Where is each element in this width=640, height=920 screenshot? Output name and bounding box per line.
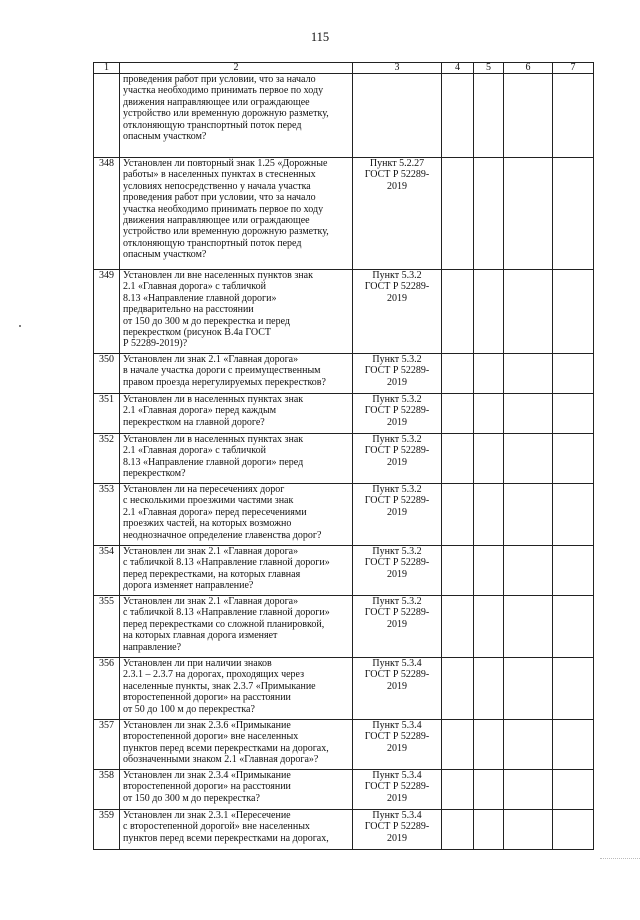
standard-reference: Пункт 5.3.4 ГОСТ Р 52289- 2019: [353, 720, 442, 770]
requirement-text: Установлен ли знак 2.3.4 «Примыкание второстепенной дороги» на расстоянии от 150 до 300 м до перекрестка?: [120, 770, 353, 810]
standard-reference: Пункт 5.3.4 ГОСТ Р 52289- 2019: [353, 810, 442, 850]
empty-cell-col-5: [474, 74, 504, 158]
empty-cell-col-7: [553, 484, 594, 546]
empty-cell-col-5: [474, 484, 504, 546]
table-header-row: [94, 63, 594, 74]
standard-reference: Пункт 5.2.27 ГОСТ Р 52289- 2019: [353, 158, 442, 270]
empty-cell-col-7: [553, 770, 594, 810]
row-number: 355: [94, 596, 120, 658]
requirement-text: Установлен ли знак 2.1 «Главная дорога» с табличкой 8.13 «Направление главной дороги» перед перекрестками со сложной планировкой, на которых главная дорога изменяет направление?: [120, 596, 353, 658]
empty-cell-col-5: [474, 394, 504, 434]
table-row: [94, 74, 594, 158]
row-number: 356: [94, 658, 120, 720]
empty-cell-col-5: [474, 810, 504, 850]
empty-cell-col-7: [553, 158, 594, 270]
empty-cell-col-7: [553, 720, 594, 770]
standard-reference: Пункт 5.3.2 ГОСТ Р 52289- 2019: [353, 354, 442, 394]
header-col-6: 6: [504, 63, 553, 74]
empty-cell-col-6: [504, 546, 553, 596]
empty-cell-col-7: [553, 74, 594, 158]
empty-cell-col-6: [504, 434, 553, 484]
row-number: 352: [94, 434, 120, 484]
empty-cell-col-6: [504, 810, 553, 850]
empty-cell-col-6: [504, 74, 553, 158]
row-number: 357: [94, 720, 120, 770]
table-row: [94, 434, 594, 484]
table-row: [94, 484, 594, 546]
row-number: 353: [94, 484, 120, 546]
table-row: [94, 596, 594, 658]
table-row: [94, 658, 594, 720]
empty-cell-col-5: [474, 546, 504, 596]
empty-cell-col-5: [474, 354, 504, 394]
table-row: [94, 770, 594, 810]
empty-cell-col-4: [442, 484, 474, 546]
table-row: [94, 270, 594, 354]
empty-cell-col-4: [442, 270, 474, 354]
header-col-1: 1: [94, 63, 120, 74]
empty-cell-col-4: [442, 74, 474, 158]
empty-cell-col-4: [442, 810, 474, 850]
empty-cell-col-6: [504, 596, 553, 658]
header-col-5: 5: [474, 63, 504, 74]
checklist-table: [93, 62, 594, 850]
scan-speck: [19, 325, 21, 327]
empty-cell-col-6: [504, 270, 553, 354]
requirement-text: Установлен ли знак 2.3.1 «Пересечение с второстепенной дорогой» вне населенных пунктов перед всеми перекрестками на дорогах,: [120, 810, 353, 850]
row-number: 354: [94, 546, 120, 596]
requirement-text: Установлен ли вне населенных пунктов знак 2.1 «Главная дорога» с табличкой 8.13 «Направление главной дороги» предварительно на расстоянии от 150 до 300 м до перекрестка и перед перекрестком (рисунок В.4а ГОСТ Р 52289-2019)?: [120, 270, 353, 354]
empty-cell-col-4: [442, 596, 474, 658]
empty-cell-col-4: [442, 658, 474, 720]
row-number: [94, 74, 120, 158]
standard-reference: Пункт 5.3.4 ГОСТ Р 52289- 2019: [353, 658, 442, 720]
row-number: 350: [94, 354, 120, 394]
empty-cell-col-7: [553, 658, 594, 720]
requirement-text: Установлен ли знак 2.1 «Главная дорога» с табличкой 8.13 «Направление главной дороги» перед перекрестками, на которых главная дорога изменяет направление?: [120, 546, 353, 596]
empty-cell-col-5: [474, 434, 504, 484]
empty-cell-col-4: [442, 434, 474, 484]
empty-cell-col-5: [474, 658, 504, 720]
empty-cell-col-7: [553, 434, 594, 484]
scan-mark: [600, 858, 640, 859]
table-row: [94, 810, 594, 850]
header-col-4: 4: [442, 63, 474, 74]
empty-cell-col-7: [553, 354, 594, 394]
empty-cell-col-6: [504, 770, 553, 810]
empty-cell-col-6: [504, 658, 553, 720]
row-number: 348: [94, 158, 120, 270]
requirement-text: Установлен ли в населенных пунктах знак 2.1 «Главная дорога» перед каждым перекрестком на главной дороге?: [120, 394, 353, 434]
requirement-text: Установлен ли повторный знак 1.25 «Дорожные работы» в населенных пунктах в стесненных условиях непосредственно у начала участка проведения работ при условии, что за начало участка необходимо принимать первое по ходу движения направляющее или ограждающее устройство или временную дорожную разметку, отклоняющую транспортный поток перед опасным участком?: [120, 158, 353, 270]
table-row: [94, 546, 594, 596]
standard-reference: [353, 74, 442, 158]
empty-cell-col-7: [553, 546, 594, 596]
table-row: [94, 158, 594, 270]
empty-cell-col-5: [474, 596, 504, 658]
standard-reference: Пункт 5.3.2 ГОСТ Р 52289- 2019: [353, 596, 442, 658]
table-row: [94, 354, 594, 394]
empty-cell-col-6: [504, 720, 553, 770]
empty-cell-col-6: [504, 394, 553, 434]
table-row: [94, 720, 594, 770]
row-number: 358: [94, 770, 120, 810]
header-col-3: 3: [353, 63, 442, 74]
empty-cell-col-7: [553, 394, 594, 434]
header-col-2: 2: [120, 63, 353, 74]
empty-cell-col-7: [553, 270, 594, 354]
empty-cell-col-4: [442, 394, 474, 434]
empty-cell-col-5: [474, 720, 504, 770]
standard-reference: Пункт 5.3.2 ГОСТ Р 52289- 2019: [353, 434, 442, 484]
empty-cell-col-6: [504, 158, 553, 270]
standard-reference: Пункт 5.3.2 ГОСТ Р 52289- 2019: [353, 270, 442, 354]
empty-cell-col-7: [553, 596, 594, 658]
row-number: 349: [94, 270, 120, 354]
requirement-text: проведения работ при условии, что за начало участка необходимо принимать первое по ходу движения направляющее или ограждающее устройство или временную дорожную разметку, отклоняющую транспортный поток перед опасным участком?: [120, 74, 353, 158]
requirement-text: Установлен ли знак 2.3.6 «Примыкание второстепенной дороги» вне населенных пунктов перед всеми перекрестками на дорогах, обозначенными знаком 2.1 «Главная дорога»?: [120, 720, 353, 770]
empty-cell-col-4: [442, 354, 474, 394]
empty-cell-col-4: [442, 546, 474, 596]
empty-cell-col-7: [553, 810, 594, 850]
header-col-7: 7: [553, 63, 594, 74]
row-number: 359: [94, 810, 120, 850]
empty-cell-col-6: [504, 354, 553, 394]
requirement-text: Установлен ли на пересечениях дорог с несколькими проезжими частями знак 2.1 «Главная дорога» перед пересечениями проезжих частей, на которых возможно неоднозначное определение главенства дорог?: [120, 484, 353, 546]
table-row: [94, 394, 594, 434]
empty-cell-col-4: [442, 770, 474, 810]
empty-cell-col-4: [442, 720, 474, 770]
row-number: 351: [94, 394, 120, 434]
requirement-text: Установлен ли знак 2.1 «Главная дорога» в начале участка дороги с преимущественным правом проезда нерегулируемых перекрестков?: [120, 354, 353, 394]
standard-reference: Пункт 5.3.2 ГОСТ Р 52289- 2019: [353, 484, 442, 546]
empty-cell-col-5: [474, 770, 504, 810]
empty-cell-col-6: [504, 484, 553, 546]
standard-reference: Пункт 5.3.2 ГОСТ Р 52289- 2019: [353, 394, 442, 434]
standard-reference: Пункт 5.3.4 ГОСТ Р 52289- 2019: [353, 770, 442, 810]
empty-cell-col-5: [474, 158, 504, 270]
requirement-text: Установлен ли при наличии знаков 2.3.1 – 2.3.7 на дорогах, проходящих через населенные пункты, знак 2.3.7 «Примыкание второстепенной дороги» на расстоянии от 50 до 100 м до перекрестка?: [120, 658, 353, 720]
requirement-text: Установлен ли в населенных пунктах знак 2.1 «Главная дорога» с табличкой 8.13 «Направление главной дороги» перед перекрестком?: [120, 434, 353, 484]
standard-reference: Пункт 5.3.2 ГОСТ Р 52289- 2019: [353, 546, 442, 596]
page-number: 115: [310, 30, 330, 44]
empty-cell-col-4: [442, 158, 474, 270]
empty-cell-col-5: [474, 270, 504, 354]
